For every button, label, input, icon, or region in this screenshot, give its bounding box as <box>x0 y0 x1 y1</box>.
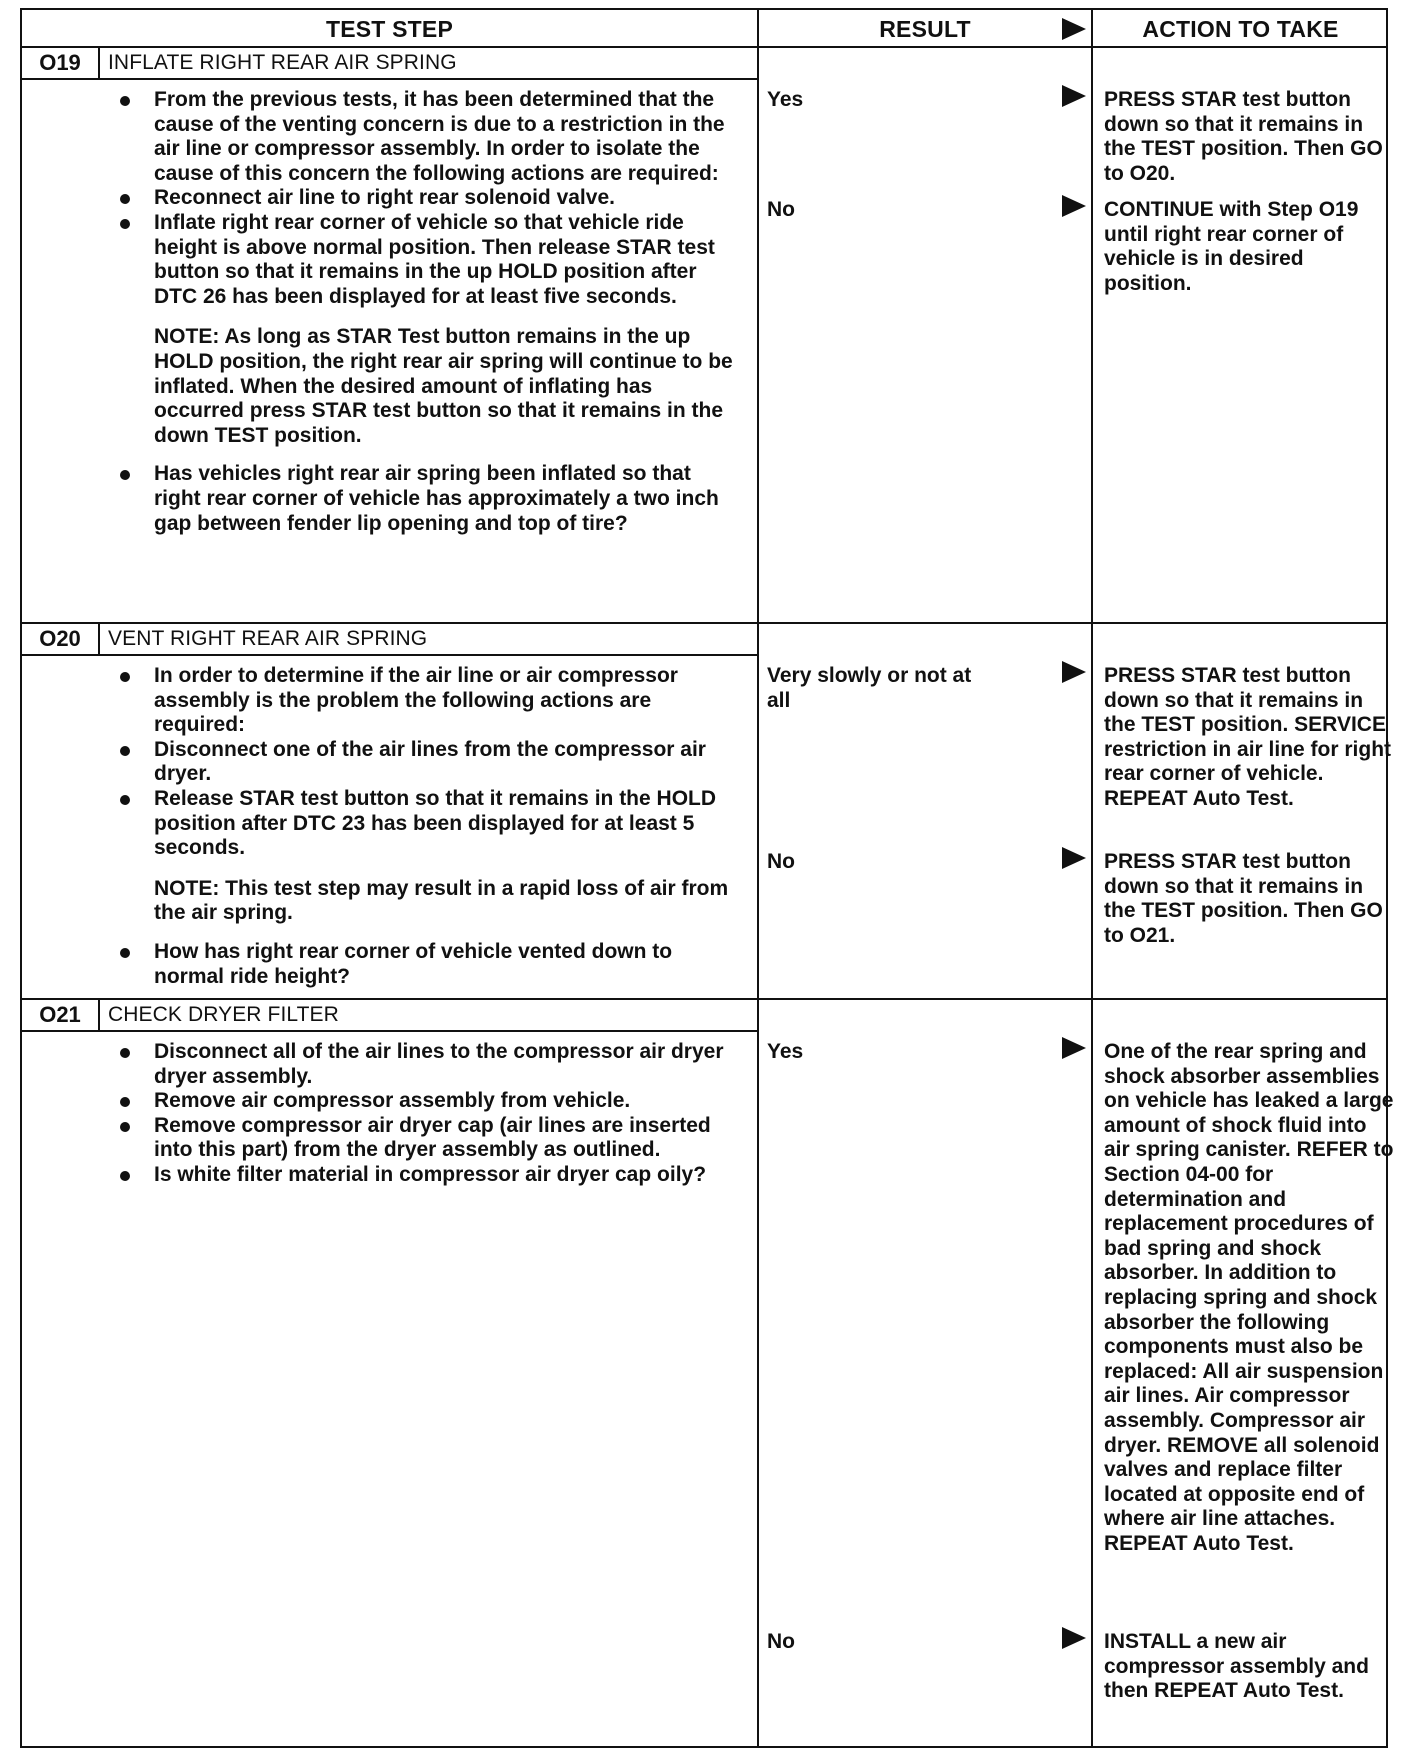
header-result: RESULT <box>879 15 971 42</box>
step-title: INFLATE RIGHT REAR AIR SPRING <box>108 51 457 74</box>
result-no: No <box>767 850 795 873</box>
step-title: VENT RIGHT REAR AIR SPRING <box>108 627 428 650</box>
bullet-item: Disconnect all of the air lines to the compressor air dryer dryer assembly. <box>102 1040 742 1089</box>
step-bullets <box>102 1040 742 1188</box>
step-note: NOTE: As long as STAR Test button remains in the up HOLD position, the right rear air spring will continue to be inflated. When the desired amount of inflating has occurred press STAR test button so that it remains in the down TEST position. <box>154 325 733 447</box>
step-question: Has vehicles right rear air spring been inflated so that right rear corner of vehicle has approximately a two inch gap between fender lip opening and top of tire? <box>102 462 742 536</box>
result-yes: Yes <box>767 88 804 111</box>
action-text: PRESS STAR test button down so that it remains in the TEST position. Then GO to O20. <box>1104 88 1383 185</box>
action-text: INSTALL a new air compressor assembly and then REPEAT Auto Test. <box>1104 1630 1369 1703</box>
result-no: No <box>767 198 795 221</box>
col-divider-2 <box>1091 10 1093 1748</box>
step-number-divider <box>98 998 100 1030</box>
bullet-item: From the previous tests, it has been determined that the cause of the venting concern is due to a restriction in the air line or compressor assembly. In order to isolate the cause of this concern the following actions are required: <box>102 88 742 186</box>
bullet-item: Remove compressor air dryer cap (air lines are inserted into this part) from the dryer assembly as outlined. <box>102 1114 742 1163</box>
bullet-item: Reconnect air line to right rear solenoid valve. <box>102 186 742 211</box>
step-number: O21 <box>39 1002 81 1027</box>
step-number: O20 <box>39 626 81 651</box>
step-number-divider <box>98 46 100 78</box>
result-yes: Yes <box>767 1040 804 1063</box>
step-number-divider <box>98 622 100 654</box>
step-number: O19 <box>39 50 81 75</box>
result-no: No <box>767 1630 795 1653</box>
step-bullets <box>102 664 742 989</box>
arrow-icon <box>1062 85 1086 107</box>
test-table <box>20 8 1394 1748</box>
result-very-slowly: Very slowly or not at all <box>767 664 972 712</box>
step-title: CHECK DRYER FILTER <box>108 1003 339 1026</box>
action-text: PRESS STAR test button down so that it remains in the TEST position. Then GO to O21. <box>1104 850 1383 947</box>
col-divider-1 <box>757 10 759 1748</box>
action-text: PRESS STAR test button down so that it remains in the TEST position. SERVICE restriction in air line for right rear corner of vehicle. REPEAT Auto Test. <box>1104 664 1392 810</box>
step-title-divider <box>22 1030 759 1032</box>
arrow-icon <box>1062 1627 1086 1649</box>
header-test-step: TEST STEP <box>325 15 454 42</box>
arrow-icon <box>1062 195 1086 217</box>
action-text: One of the rear spring and shock absorber assemblies on vehicle has leaked a large amount of shock fluid into air spring canister. REFER to Section 04-00 for determination and replacement procedures of bad spring and shock absorber. In addition to replacing spring and shock absorber the following components must also be replaced: All air suspension air lines. Air compressor assembly. Compressor air dryer. REMOVE all solenoid valves and replace filter located at opposite end of where air line attaches. REPEAT Auto Test. <box>1104 1040 1394 1555</box>
step-title-divider <box>22 78 759 80</box>
header-arrow-icon <box>1062 18 1086 40</box>
header-action: ACTION TO TAKE <box>1142 15 1339 42</box>
bullet-item: Disconnect one of the air lines from the compressor air dryer. <box>102 738 742 787</box>
bullet-item: Release STAR test button so that it remains in the HOLD position after DTC 23 has been displayed for at least 5 seconds. <box>102 787 742 861</box>
bullet-item: In order to determine if the air line or air compressor assembly is the problem the following actions are required: <box>102 664 742 738</box>
step-question: How has right rear corner of vehicle vented down to normal ride height? <box>102 940 742 989</box>
step-title-divider <box>22 654 759 656</box>
step-bullets <box>102 88 742 536</box>
arrow-icon <box>1062 661 1086 683</box>
step-question: Is white filter material in compressor air dryer cap oily? <box>102 1163 742 1188</box>
bullet-item: Inflate right rear corner of vehicle so that vehicle ride height is above normal position. Then release STAR test button so that it remains in the up HOLD position after DTC 26 has been displayed for at least five seconds. <box>102 211 742 309</box>
step-note: NOTE: This test step may result in a rapid loss of air from the air spring. <box>154 876 729 925</box>
arrow-icon <box>1062 1037 1086 1059</box>
arrow-icon <box>1062 847 1086 869</box>
bullet-item: Remove air compressor assembly from vehicle. <box>102 1089 742 1114</box>
action-text: CONTINUE with Step O19 until right rear corner of vehicle is in desired position. <box>1104 198 1359 295</box>
